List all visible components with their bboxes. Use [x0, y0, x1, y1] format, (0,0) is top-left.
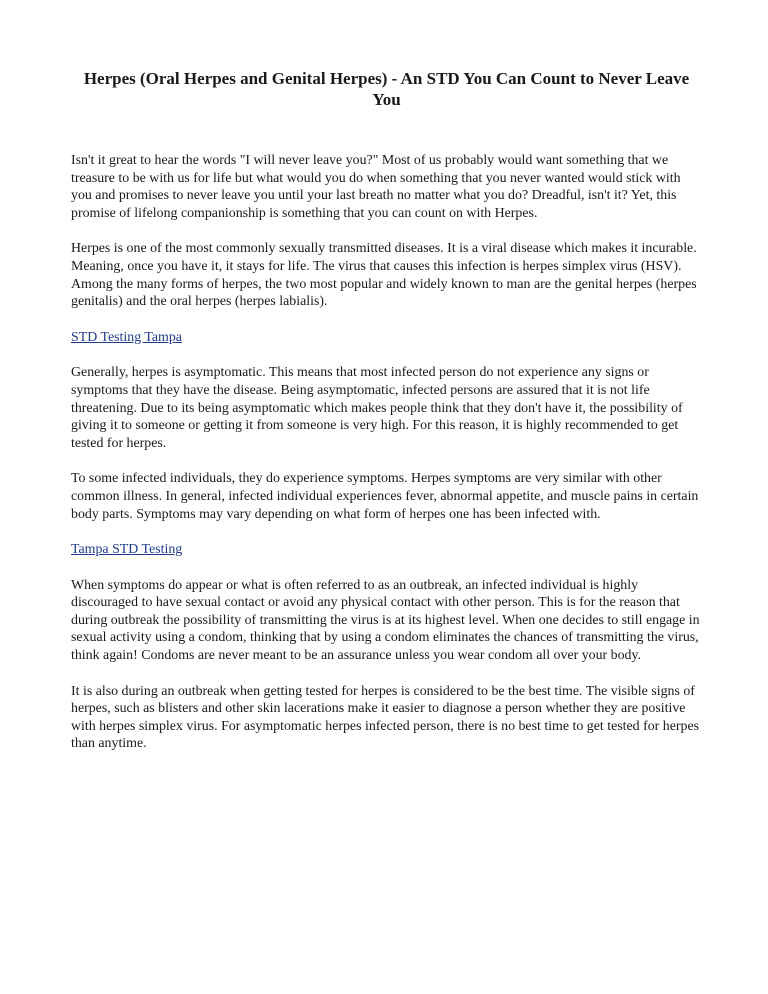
paragraph-testing-time: It is also during an outbreak when getting tested for herpes is considered to be the best time. The visible signs of herpes, such as blisters and other skin lacerations make it easier to diagnose a person whether they are positive with herpes simplex virus. For asymptomatic herpes infected person, there is no best time to get tested for herpes than anytime.	[71, 683, 700, 752]
link-tampa-std-testing[interactable]: Tampa STD Testing	[71, 542, 183, 558]
paragraph-definition: Herpes is one of the most commonly sexually transmitted diseases. It is a viral disease which makes it incurable. Meaning, once you have it, it stays for life. The virus that causes this infection is herpes simplex virus (HSV). Among the many forms of herpes, the two most popular and widely known to man are the genital herpes (herpes genitalis) and the oral herpes (herpes labialis).	[71, 241, 697, 310]
paragraph-outbreak: When symptoms do appear or what is often referred to as an outbreak, an infected individual is highly discouraged to have sexual contact or avoid any physical contact with other person. This is for the reason that during outbreak the possibility of transmitting the virus is at its highest level. When one decides to still engage in sexual activity using a condom, thinking that by using a condom eliminates the chances of transmitting the virus, think again! Condoms are never meant to be an assurance unless you wear condom all over your body.	[71, 577, 700, 664]
paragraph-intro: Isn't it great to hear the words "I will never leave you?" Most of us probably would want something that we treasure to be with us for life but what would you do when something that you never wanted would stick with you and promises to never leave you until your last breath no matter what you do? Dreadful, isn't it? Yet, this promise of lifelong companionship is something that you can count on with Herpes.	[71, 153, 681, 221]
paragraph-symptoms: To some infected individuals, they do experience symptoms. Herpes symptoms are very similar with other common illness. In general, infected individual experiences fever, abnormal appetite, and muscle pains in certain body parts. Symptoms may vary depending on what form of herpes one has been infected with.	[71, 471, 699, 522]
paragraph-asymptomatic: Generally, herpes is asymptomatic. This means that most infected person do not experience any signs or symptoms that they have the disease. Being asymptomatic, infected persons are assured that it is not life threatening. Due to its being asymptomatic which makes people think that they don't have it, the possibility of giving it to someone or getting it from someone is very high. For this reason, it is highly recommended to get tested for herpes.	[71, 365, 683, 451]
document-title: Herpes (Oral Herpes and Genital Herpes) - An STD You Can Count to Never Leave You	[83, 69, 690, 109]
link-std-testing-tampa[interactable]: STD Testing Tampa	[71, 329, 182, 345]
link-std-testing-tampa-container	[71, 329, 702, 347]
link-tampa-std-testing-container	[71, 541, 702, 559]
